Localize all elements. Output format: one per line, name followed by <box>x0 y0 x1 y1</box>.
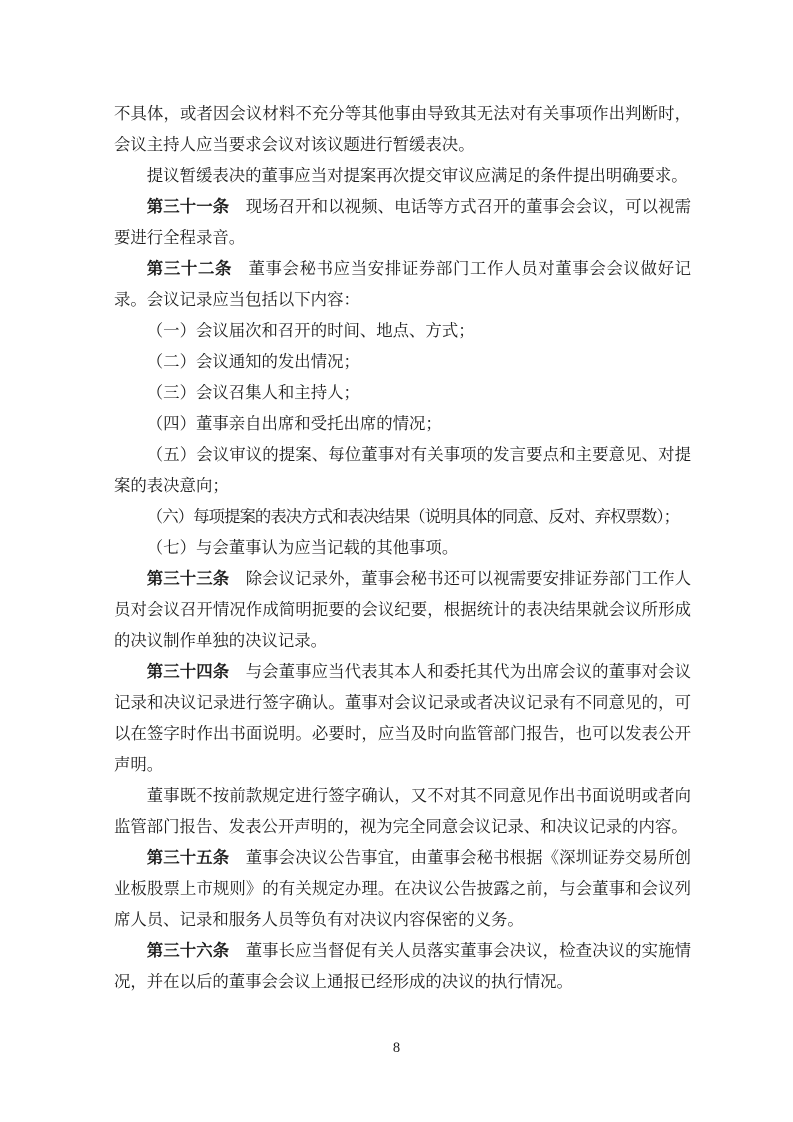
article-number: 第三十二条 <box>146 259 233 278</box>
list-item-paragraph: （三）会议召集人和主持人； <box>146 383 360 402</box>
list-item-paragraph: （一）会议届次和召开的时间、地点、方式； <box>146 321 475 340</box>
body-paragraph: 不具体，或者因会议材料不充分等其他事由导致其无法对有关事项作出判断时，会议主持人应当要求会议对该议题进行暂缓表决。 <box>114 104 691 154</box>
article-number: 第三十三条 <box>146 569 230 588</box>
article-text: 董事会决议公告事宜，由董事会秘书根据《深圳证券交易所创业板股票上市规则》的有关规定办理。在决议公告披露之前，与会董事和会议列席人员、记录和服务人员等负有对决议内容保密的义务。 <box>114 848 692 929</box>
list-item-paragraph: （四）董事亲自出席和受托出席的情况； <box>146 414 442 433</box>
article-text: 与会董事应当代表其本人和委托其代为出席会议的董事对会议记录和决议记录进行签字确认。董事对会议记录或者决议记录有不同意见的，可以在签字时作出书面说明。必要时，应当及时向监管部门报告，也可以发表公开声明。 <box>114 662 692 774</box>
page-number: 8 <box>392 1040 401 1056</box>
article-paragraph <box>114 563 691 656</box>
article-paragraph <box>114 656 691 780</box>
article-number: 第三十六条 <box>146 941 230 960</box>
article-number: 第三十一条 <box>146 197 230 216</box>
document-body <box>114 98 691 997</box>
article-number: 第三十四条 <box>146 662 230 681</box>
article-text: 除会议记录外，董事会秘书还可以视需要安排证券部门工作人员对会议召开情况作成简明扼要的会议纪要，根据统计的表决结果就会议所形成的决议制作单独的决议记录。 <box>114 569 692 650</box>
body-paragraph: 董事既不按前款规定进行签字确认，又不对其不同意见作出书面说明或者向监管部门报告、发表公开声明的，视为完全同意会议记录、和决议记录的内容。 <box>114 786 691 836</box>
article-paragraph <box>114 842 691 935</box>
article-text: 董事会秘书应当安排证券部门工作人员对董事会会议做好记录。会议记录应当包括以下内容： <box>114 259 692 309</box>
article-paragraph <box>114 191 691 253</box>
list-item-paragraph: （六）每项提案的表决方式和表决结果（说明具体的同意、反对、弃权票数）； <box>146 507 680 526</box>
article-paragraph <box>114 935 691 997</box>
article-text: 董事长应当督促有关人员落实董事会决议，检查决议的实施情况，并在以后的董事会会议上通报已经形成的决议的执行情况。 <box>114 941 692 991</box>
article-number: 第三十五条 <box>146 848 230 867</box>
list-item-paragraph: （七）与会董事认为应当记载的其他事项。 <box>146 538 459 557</box>
article-text: 现场召开和以视频、电话等方式召开的董事会会议，可以视需要进行全程录音。 <box>114 197 692 247</box>
article-paragraph <box>114 253 691 315</box>
list-item-paragraph: （五）会议审议的提案、每位董事对有关事项的发言要点和主要意见、对提案的表决意向； <box>114 445 691 495</box>
list-item-paragraph: （二）会议通知的发出情况； <box>146 352 360 371</box>
body-paragraph: 提议暂缓表决的董事应当对提案再次提交审议应满足的条件提出明确要求。 <box>146 166 688 185</box>
